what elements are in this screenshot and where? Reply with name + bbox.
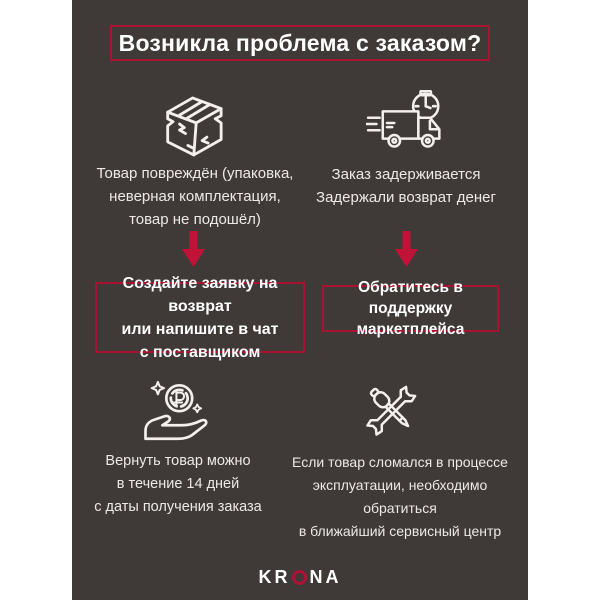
info-text-right: Если товар сломался в процессе эксплуатации, необходимо обратиться в ближайший сервисный центр [292,454,508,539]
hand-coin-ruble-icon [141,378,213,450]
down-arrow-icon-right [395,231,418,267]
problem-text-right: Заказ задерживается Задержали возврат денег [316,166,496,206]
title-box [110,25,490,61]
action-box-left: Создайте заявку на возврат или напишите в чат с поставщиком [95,282,305,353]
logo-text-kr: KR [258,567,291,587]
delivery-truck-clock-icon [366,90,454,158]
brand-logo [72,565,528,589]
page-title: Возникла проблема с заказом? [118,29,482,56]
logo-text-na: NA [309,567,342,587]
infographic-card [72,0,528,600]
wrench-screwdriver-icon [359,377,425,443]
info-text-left: Вернуть товар можно в течение 14 дней с даты получения заказа [94,453,262,515]
problem-text-left: Товар повреждён (упаковка, неверная комплектация, товар не подошёл) [96,165,294,228]
action-box-right: Обратитесь в поддержку маркетплейса [322,285,499,332]
logo-o-ring-icon [292,570,307,585]
damaged-box-icon [157,92,233,168]
down-arrow-icon-left [182,231,205,267]
